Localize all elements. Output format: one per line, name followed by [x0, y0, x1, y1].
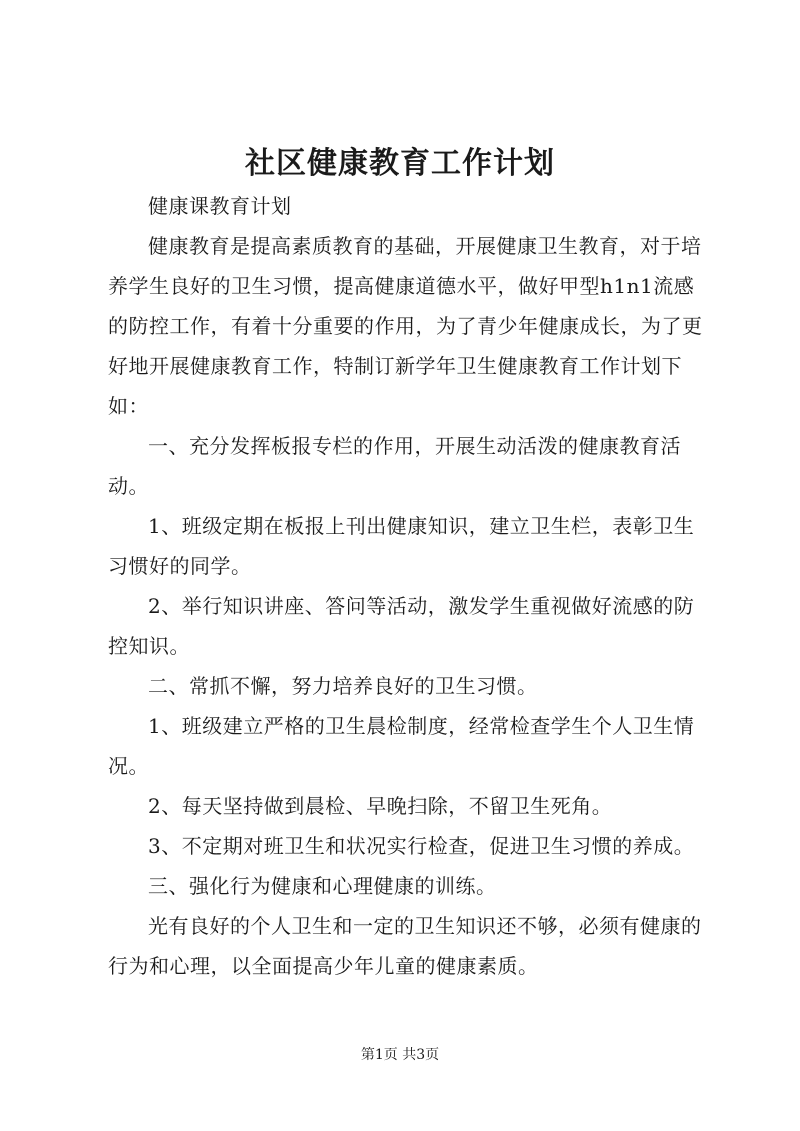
paragraph: 1、班级建立严格的卫生晨检制度，经常检查学生个人卫生情况。	[108, 714, 695, 778]
page-footer: 第1页 共3页	[360, 1047, 440, 1063]
section-heading: 三、强化行为健康和心理健康的训练。	[148, 874, 497, 898]
section-heading: 一、充分发挥板报专栏的作用，开展生动活泼的健康教育活动。	[108, 434, 681, 498]
paragraph: 光有良好的个人卫生和一定的卫生知识还不够，必须有健康的行为和心理，以全面提高少年儿童的健康素质。	[108, 914, 702, 978]
paragraph: 健康教育是提高素质教育的基础，开展健康卫生教育，对于培养学生良好的卫生习惯，提高健康道德水平，做好甲型h1n1流感的防控工作，有着十分重要的作用，为了青少年健康成长，为了更好地开展健康教育工作，特制订新学年卫生健康教育工作计划下如：	[108, 234, 703, 418]
paragraph: 3、不定期对班卫生和状况实行检查，促进卫生习惯的养成。	[148, 834, 695, 858]
paragraph: 1、班级定期在板报上刊出健康知识，建立卫生栏，表彰卫生习惯好的同学。	[108, 514, 695, 578]
paragraph: 2、举行知识讲座、答问等活动，激发学生重视做好流感的防控知识。	[108, 594, 695, 658]
document-body	[108, 186, 708, 986]
section-heading: 二、常抓不懈，努力培养良好的卫生习惯。	[148, 674, 538, 698]
paragraph: 健康课教育计划	[148, 194, 292, 218]
paragraph: 2、每天坚持做到晨检、早晚扫除，不留卫生死角。	[148, 794, 613, 818]
document-title: 社区健康教育工作计划	[245, 146, 555, 181]
